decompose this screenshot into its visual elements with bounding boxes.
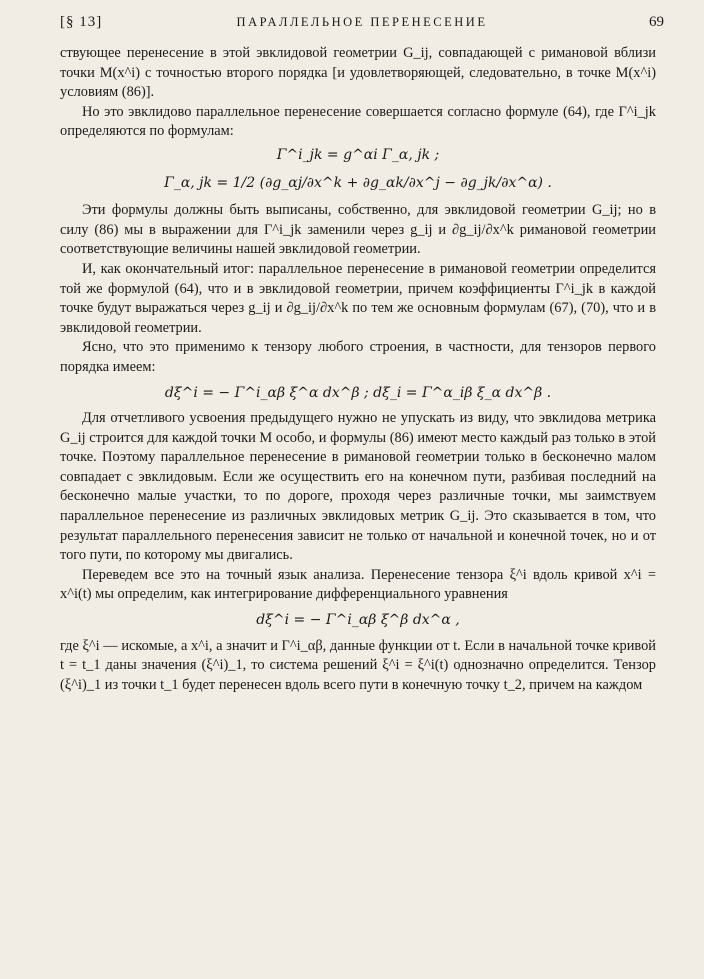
formula-christoffel-first-kind: Γ_α, jk = 1/2 (∂g_αj/∂x^k + ∂g_αk/∂x^j − ∂g_jk/∂x^α) . <box>164 174 552 191</box>
paragraph-2: Но это эвклидово параллельное перенесение совершается согласно формуле (64), где Γ^i_jk определяются по формулам: <box>60 103 656 140</box>
paragraph-7: Переведем все это на точный язык анализа. Перенесение тензора ξ^i вдоль кривой x^i = x^i(t) мы определим, как интегрирование дифференциального уравнения <box>60 566 656 603</box>
paragraph-1: ствующее перенесение в этой эвклидовой геометрии G_ij, совпадающей с римановой вблизи точки M(x^i) с точностью второго порядка [и удовлетворяющей, следовательно, в точке M(x^i) условиям (86)]. <box>60 45 656 101</box>
page-body <box>60 44 656 695</box>
formula-christoffel-second-kind: Γ^i_jk = g^αi Γ_α, jk ; <box>276 146 440 163</box>
paragraph-6: Для отчетливого усвоения предыдущего нужно не упускать из виду, что эвклидова метрика G_ij строится для каждой точки M особо, и формулы (86) имеют место каждый раз только в этой точке. Поэтому параллельное перенесение в римановой геометрии только в бесконечно малом совпадает с эвклидовым. Если же осуществить его на конечном пути, разбивая последний на бесконечно малые участки, то по дороге, проходя через различные точки, мы заимствуем параллельное перенесение из различных эвклидовых метрик G_ij. Это сказывается в том, что результат параллельного перенесения зависит не только от начальной и конечной точек, но и от того пути, по которому мы двигались. <box>60 410 656 564</box>
paragraph-3: Эти формулы должны быть выписаны, собственно, для эвклидовой геометрии G_ij; но в силу (86) мы в выражении для Γ^i_jk заменили через g_ij и ∂g_ij/∂x^k римановой геометрии соответствующие величины нашей эвклидовой геометрии. <box>60 202 656 258</box>
page-number: 69 <box>649 14 664 30</box>
paragraph-4: И, как окончательный итог: параллельное перенесение в римановой геометрии определится той же формулой (64), что и в эвклидовой геометрии, причем коэффициенты Γ^i_jk в каждой точке будут выражаться через g_ij и ∂g_ij/∂x^k по тем же основным формулам (67), (70), что и в эвклидовой геометрии. <box>60 260 656 336</box>
formula-transport-ode: dξ^i = − Γ^i_αβ ξ^β dx^α , <box>256 612 460 629</box>
formula-vector-transport: dξ^i = − Γ^i_αβ ξ^α dx^β ; dξ_i = Γ^α_iβ ξ_α dx^β . <box>164 384 552 401</box>
paragraph-5: Ясно, что это применимо к тензору любого строения, в частности, для тензоров первого порядка имеем: <box>60 339 656 375</box>
section-number: [§ 13] <box>60 14 103 30</box>
running-title: ПАРАЛЛЕЛЬНОЕ ПЕРЕНЕСЕНИЕ <box>236 15 488 29</box>
paragraph-8: где ξ^i — искомые, а x^i, а значит и Γ^i_αβ, данные функции от t. Если в начальной точке кривой t = t_1 даны значения (ξ^i)_1, то система решений ξ^i = ξ^i(t) однозначно определится. Тензор (ξ^i)_1 из точки t_1 будет перенесен вдоль всего пути в конечную точку t_2, причем на каждом <box>60 637 656 693</box>
page-header <box>60 14 664 36</box>
